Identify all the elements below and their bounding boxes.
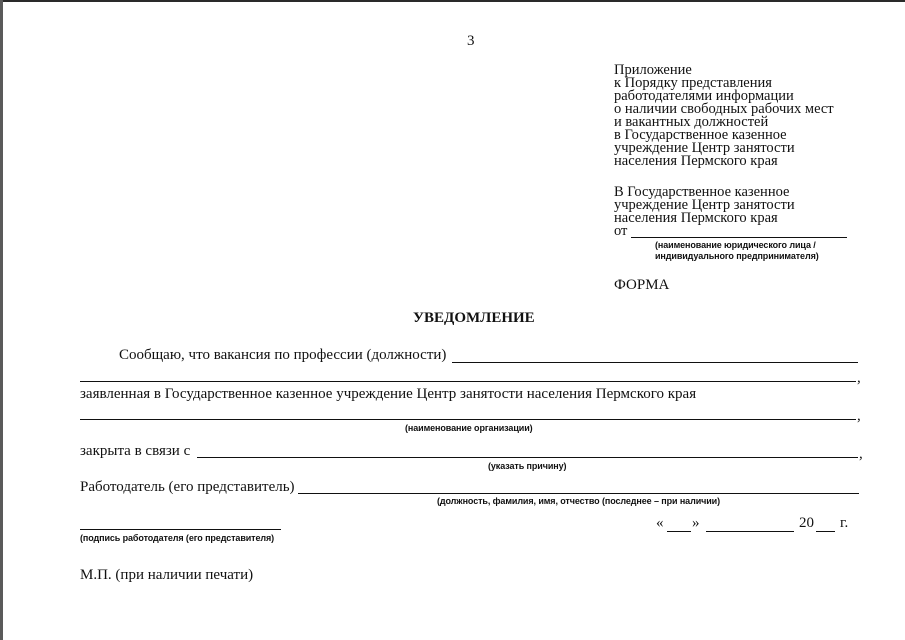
date-close-quote: » — [692, 515, 700, 531]
reason-hint: (указать причину) — [488, 461, 567, 471]
from-hint: (наименование юридического лица / — [655, 240, 816, 250]
document-title: УВЕДОМЛЕНИЕ — [413, 310, 535, 326]
addressee-line: учреждение Центр занятости — [614, 197, 795, 213]
organization-field-line[interactable] — [80, 419, 856, 420]
comma: , — [859, 446, 863, 462]
year-prefix: 20 — [799, 515, 814, 531]
signature-field-line[interactable] — [80, 529, 281, 530]
month-field-line[interactable] — [706, 531, 794, 532]
organization-hint: (наименование организации) — [405, 423, 533, 433]
from-hint: индивидуального предпринимателя) — [655, 251, 819, 261]
day-field-line[interactable] — [667, 531, 691, 532]
employer-label: Работодатель (его представитель) — [80, 479, 295, 495]
page-number: 3 — [467, 33, 475, 49]
reason-field-line[interactable] — [197, 457, 858, 458]
scan-border-left — [0, 0, 3, 640]
appendix-line: в Государственное казенное — [614, 127, 787, 143]
appendix-line: населения Пермского края — [614, 153, 778, 169]
addressee-line: В Государственное казенное — [614, 184, 790, 200]
date-open-quote: « — [656, 515, 664, 531]
employer-hint: (должность, фамилия, имя, отчество (последнее – при наличии) — [437, 496, 721, 506]
signature-hint: (подпись работодателя (его представителя) — [80, 533, 275, 543]
appendix-line: работодателями информации — [614, 88, 794, 104]
stamp-note: М.П. (при наличии печати) — [80, 567, 254, 583]
appendix-line: о наличии свободных рабочих мест — [614, 101, 834, 117]
profession-continuation-line[interactable] — [80, 381, 856, 382]
appendix-line: к Порядку представления — [614, 75, 772, 91]
appendix-line: Приложение — [614, 62, 692, 78]
declared-text: заявленная в Государственное казенное учреждение Центр занятости населения Пермского края — [80, 386, 697, 402]
from-label: от — [614, 223, 628, 239]
form-label: ФОРМА — [614, 277, 670, 293]
profession-field-line[interactable] — [452, 362, 858, 363]
comma: , — [857, 408, 861, 424]
appendix-line: учреждение Центр занятости — [614, 140, 795, 156]
comma: , — [857, 370, 861, 386]
appendix-line: и вакантных должностей — [614, 114, 769, 130]
from-field-line[interactable] — [631, 237, 847, 238]
employer-field-line[interactable] — [298, 493, 859, 494]
scan-border-top — [0, 0, 905, 2]
profession-label: Сообщаю, что вакансия по профессии (должности) — [119, 347, 447, 363]
addressee-line: населения Пермского края — [614, 210, 778, 226]
year-suffix: г. — [840, 515, 849, 531]
year-field-line[interactable] — [816, 531, 835, 532]
closed-label: закрыта в связи с — [80, 443, 191, 459]
